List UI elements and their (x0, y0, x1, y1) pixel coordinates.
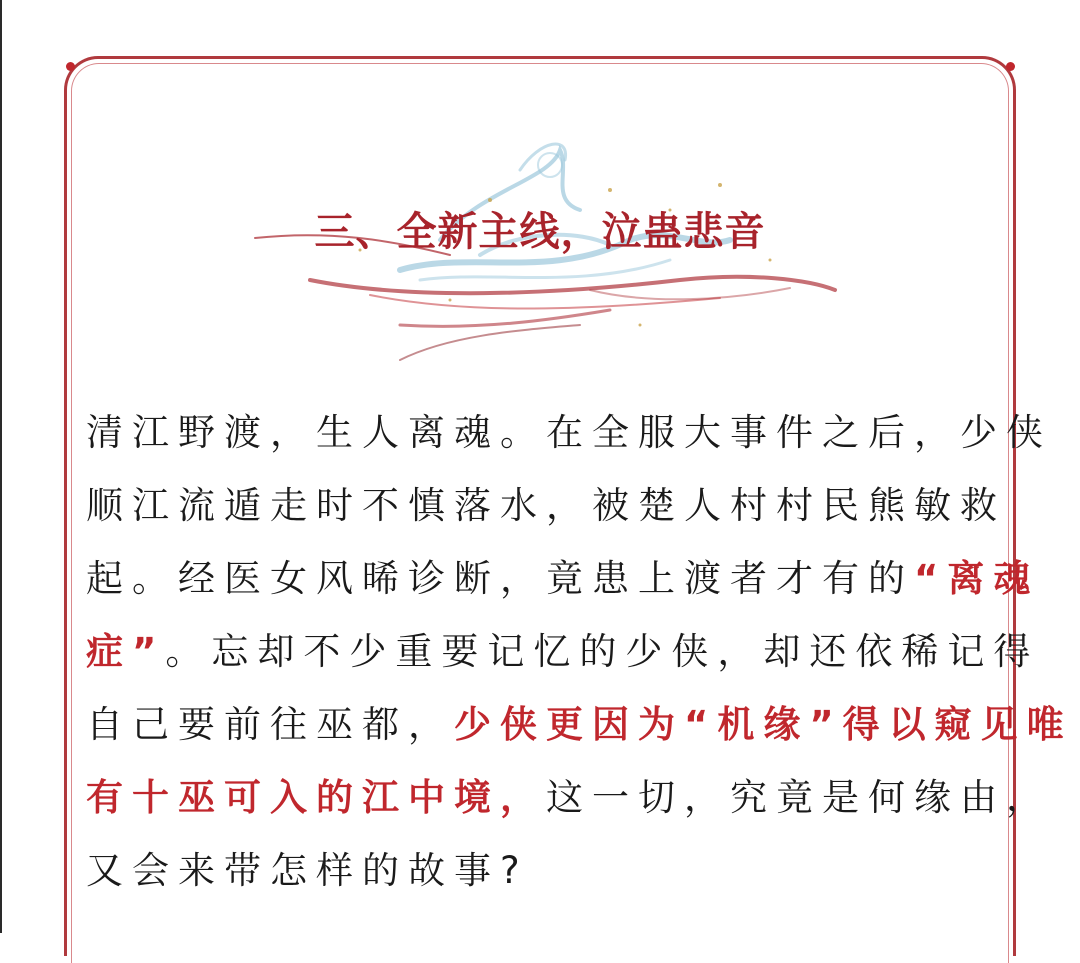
paragraph-line (86, 761, 1052, 834)
paragraph-text: 又会来带怎样的故事? (86, 849, 529, 892)
paragraph-text: 自己要前往巫都， (86, 703, 454, 746)
paragraph-line (86, 542, 1040, 615)
highlighted-text: “离魂 (914, 557, 1040, 600)
paragraph-text: 起。经医女风晞诊断，竟患上渡者才有的 (86, 557, 914, 600)
paragraph-text: 这一切，究竟是何缘由， (546, 776, 1052, 819)
highlighted-text: 症” (86, 630, 166, 673)
paragraph-text: 。忘却不少重要记忆的少侠，却还依稀记得 (165, 630, 1040, 673)
highlighted-text: 少侠更因为“机缘”得以窥见唯 (454, 703, 1073, 746)
paragraph-line (86, 469, 1006, 542)
paragraph-text: 顺江流遁走时不慎落水，被楚人村村民熊敏救 (86, 484, 1006, 527)
paragraph-text: 清江野渡，生人离魂。在全服大事件之后，少侠 (86, 411, 1052, 454)
paragraph-line (86, 615, 1040, 688)
paragraph-line (86, 396, 1052, 469)
section-title: 三、全新主线，泣蛊悲音 (314, 208, 766, 255)
highlighted-text: 有十巫可入的江中境， (86, 776, 546, 819)
frame-corner-dot-left (66, 62, 75, 71)
frame-corner-dot-right (1006, 62, 1015, 71)
paragraph-line (86, 688, 1073, 761)
paragraph-line (86, 834, 1006, 907)
story-paragraph (86, 396, 1073, 907)
left-edge-line (0, 0, 2, 933)
